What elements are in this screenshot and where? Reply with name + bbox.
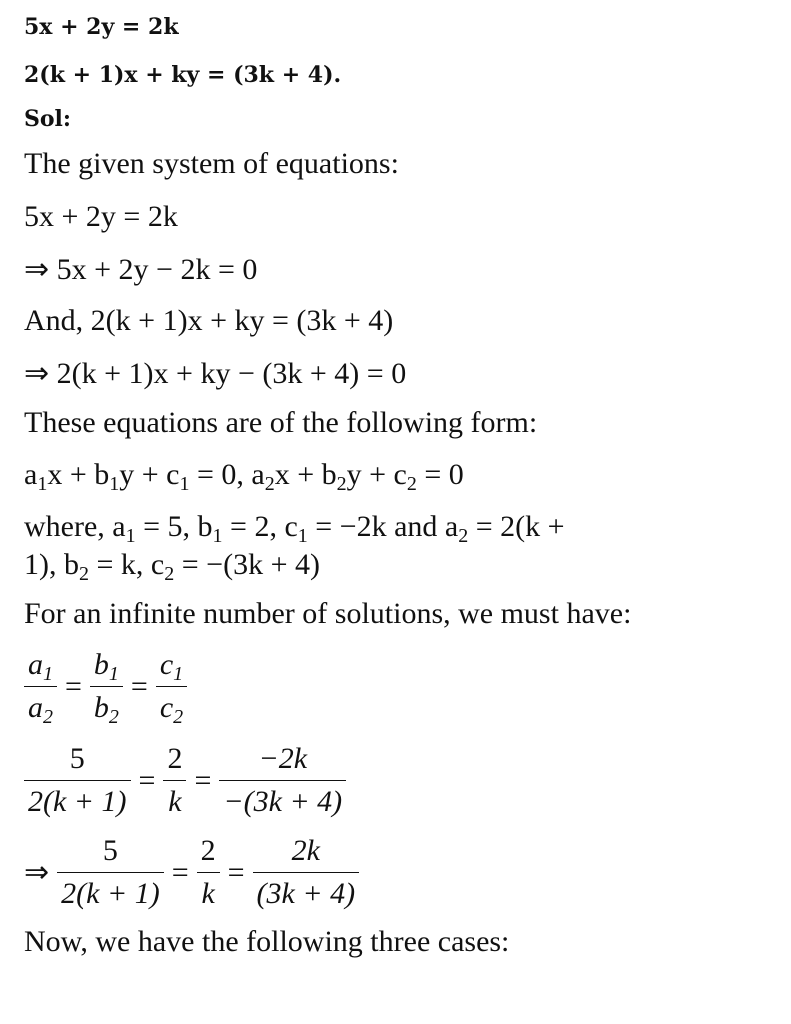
fraction-2-over-k: $\frac{2}{k}$ (163, 742, 186, 819)
equation-2: And, 2(k + 1)x + ky = (3k + 4) (24, 304, 394, 337)
infinite-solutions-condition: For an infinite number of solutions, we must have: (24, 597, 632, 630)
ratio-condition: $\frac{a_1}{a_2}$ = $\frac{b_1}{b_2}$ = $\frac{c_1}{c_2}$ (24, 648, 187, 725)
coefficients-line-1: where, $a_1 = 5$, $b_1 = 2$, $c_1 = -2k$ and $a_2 = 2(k$ + (24, 510, 565, 547)
solution-label: Sol: (24, 106, 72, 132)
header-equation-1: 5x + 2y = 2k (24, 14, 179, 40)
fraction-2k-over-3k4: $\frac{2k}{(3k + 4)}$ (253, 834, 360, 911)
fraction-neg2k-over-neg3k4: $\frac{-2k}{-(3k + 4)}$ (219, 742, 346, 819)
equation-1: 5x + 2y = 2k (24, 200, 178, 233)
three-cases-text: Now, we have the following three cases: (24, 925, 510, 958)
system-intro-text: The given system of equations: (24, 147, 399, 180)
ratio-a: $\frac{a_1}{a_2}$ (24, 648, 57, 725)
ratio-c: $\frac{c_1}{c_2}$ (156, 648, 187, 725)
equation-2-rearranged: ⇒ 2(k + 1)x + ky − (3k + 4) = 0 (24, 357, 407, 390)
fraction-2-over-k-simplified: $\frac{2}{k}$ (197, 834, 220, 911)
equation-1-rearranged: ⇒ 5x + 2y − 2k = 0 (24, 253, 258, 286)
form-intro-text: These equations are of the following form: (24, 406, 538, 439)
coefficients-line-2: 1), $b_2 = k$, $c_2 = -(3k + 4)$ (24, 548, 320, 585)
simplified-ratios: ⇒ $\frac{5}{2(k + 1)}$ = $\frac{2}{k}$ = $\frac{2k}{(3k + 4)}$ (24, 834, 359, 911)
general-form-equation: $a_1x + b_1y + c_1 = 0$, $a_2x + b_2y + c_2 = 0$ (24, 458, 464, 495)
fraction-5-over-2k1: $\frac{5}{2(k + 1)}$ (24, 742, 131, 819)
fraction-5-over-2k1-simplified: $\frac{5}{2(k + 1)}$ (57, 834, 164, 911)
header-equation-2: 2(k + 1)x + ky = (3k + 4). (24, 62, 342, 88)
substituted-ratios: $\frac{5}{2(k + 1)}$ = $\frac{2}{k}$ = $\frac{-2k}{-(3k + 4)}$ (24, 742, 346, 819)
ratio-b: $\frac{b_1}{b_2}$ (90, 648, 123, 725)
